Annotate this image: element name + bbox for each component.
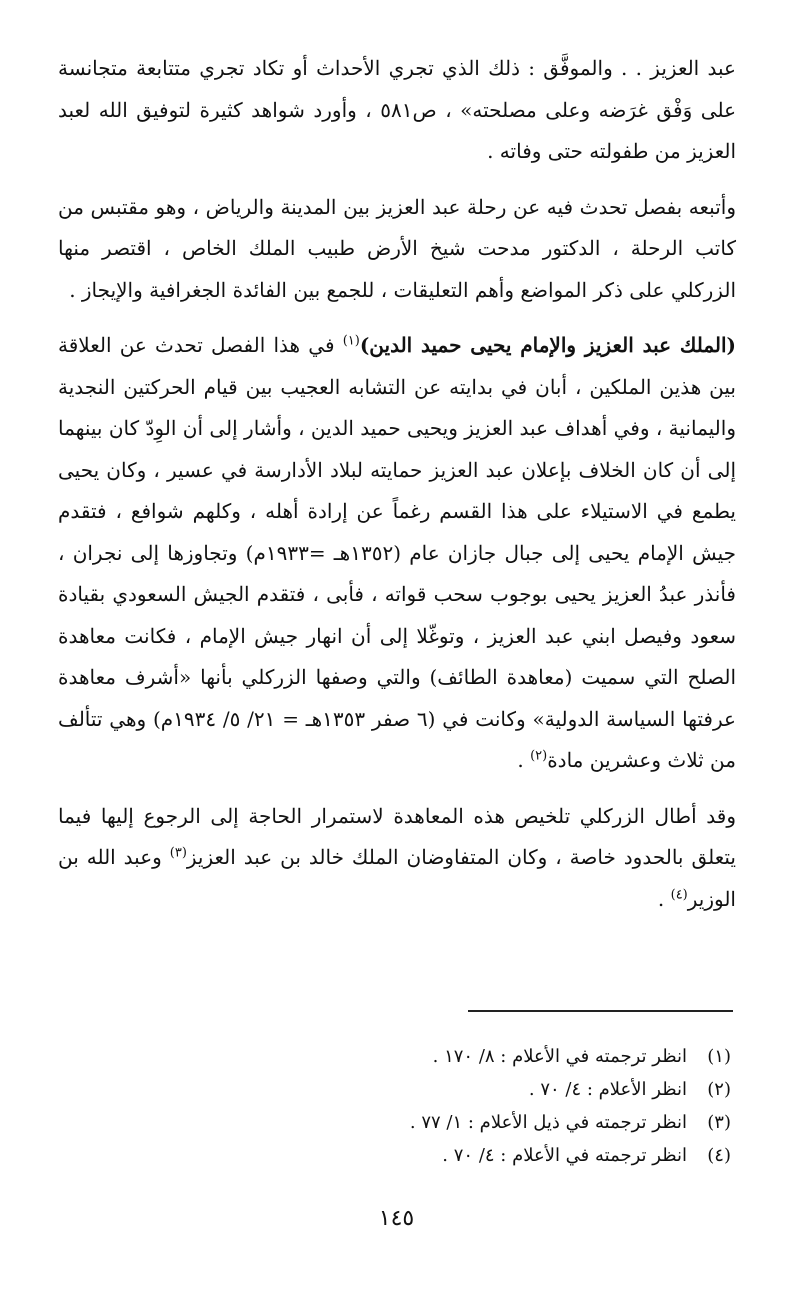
footnote-ref-1: (١) [342,333,360,349]
footnote-ref-3: (٣) [169,845,187,861]
paragraph-1-text: عبد العزيز . . والموفَّق : ذلك الذي تجري الأحداث أو تكاد تجري متتابعة متجانسة على وَفْق غرَضه وعلى مصلحته» ، ص٥٨١ ، وأورد شواهد كثيرة لتوفيق الله لعبد العزيز من طفولته حتى وفاته . [58,56,736,163]
footnote-3 [410,1106,731,1139]
footnote-text: انظر ترجمته في الأعلام : ٤/ ٧٠ . [442,1145,687,1166]
footnote-1 [410,1040,731,1073]
footnote-text: انظر ترجمته في ذيل الأعلام : ١/ ٧٧ . [409,1112,687,1133]
paragraph-1 [58,48,736,173]
footnote-number: (١) [707,1046,731,1067]
paragraph-3-end: . [517,748,531,772]
paragraph-4 [58,796,736,921]
footnote-text: انظر ترجمته في الأعلام : ٨/ ١٧٠ . [432,1046,687,1067]
page-body [58,48,736,934]
paragraph-2 [58,187,736,312]
footnote-text: انظر الأعلام : ٤/ ٧٠ . [528,1079,687,1100]
footnote-4 [410,1139,731,1172]
paragraph-4-text-2: وعبد الله بن الوزير [58,845,736,911]
footnote-number: (٢) [707,1079,731,1100]
footnote-number: (٣) [707,1112,731,1133]
footnote-ref-4: (٤) [670,886,688,902]
paragraph-2-text: وأتبعه بفصل تحدث فيه عن رحلة عبد العزيز بين المدينة والرياض ، وهو مقتبس من كاتب الرحلة ، الدكتور مدحت شيخ الأرض طبيب الملك الخاص ، اقتصر منها الزركلي على ذكر المواضع وأهم التعليقات ، للجمع بين الفائدة الجغرافية والإيجاز . [58,194,736,302]
paragraph-3-text: في هذا الفصل تحدث عن العلاقة بين هذين الملكين ، أبان في بدايته عن التشابه العجيب بين قيام الحركتين النجدية واليمانية ، وفي أهداف عبد العزيز ويحيى حميد الدين ، وأشار إلى أن الوِدّ كان بينهما إلى أن كان الخلاف بإعلان عبد العزيز حمايته لبلاد الأدارسة في عسير ، وكان يحيى يطمع في الاستيلاء على هذا القسم رغماً عن إرادة أهله ، وكلهم شوافع ، فتقدم جيش الإمام يحيى إلى جبال جازان عام (١٣٥٢هـ =١٩٣٣م) وتجاوزها إلى نجران ، فأنذر عبدُ العزيز يحيى بوجوب سحب قواته ، فأبى ، فتقدم الجيش السعودي بقيادة سعود وفيصل ابني عبد العزيز ، وتوغّلا إلى أن انهار جيش الإمام ، فكانت معاهدة الصلح التي سميت (معاهدة الطائف) والتي وصفها الزركلي بأنها «أشرف معاهدة عرفتها السياسة الدولية» وكانت في (٦ صفر ١٣٥٣هـ = ٢١/ ٥/ ١٩٣٤م) وهي تتألف من ثلاث وعشرين مادة [57,333,736,772]
footnote-ref-2: (٢) [530,748,548,764]
footnote-separator [468,1010,733,1012]
footnotes [410,1040,731,1172]
paragraph-4-text: وقد أطال الزركلي تلخيص هذه المعاهدة لاستمرار الحاجة إلى الرجوع إليها فيما يتعلق بالحدود خاصة ، وكان المتفاوضان الملك خالد بن عبد العزيز [58,803,736,869]
footnote-number: (٤) [707,1145,731,1166]
page-number: ١٤٥ [378,1206,415,1231]
paragraph-3 [58,325,736,782]
paragraph-4-end: . [657,886,671,911]
section-heading: (الملك عبد العزيز والإمام يحيى حميد الدين) [359,333,736,357]
footnote-2 [410,1073,731,1106]
